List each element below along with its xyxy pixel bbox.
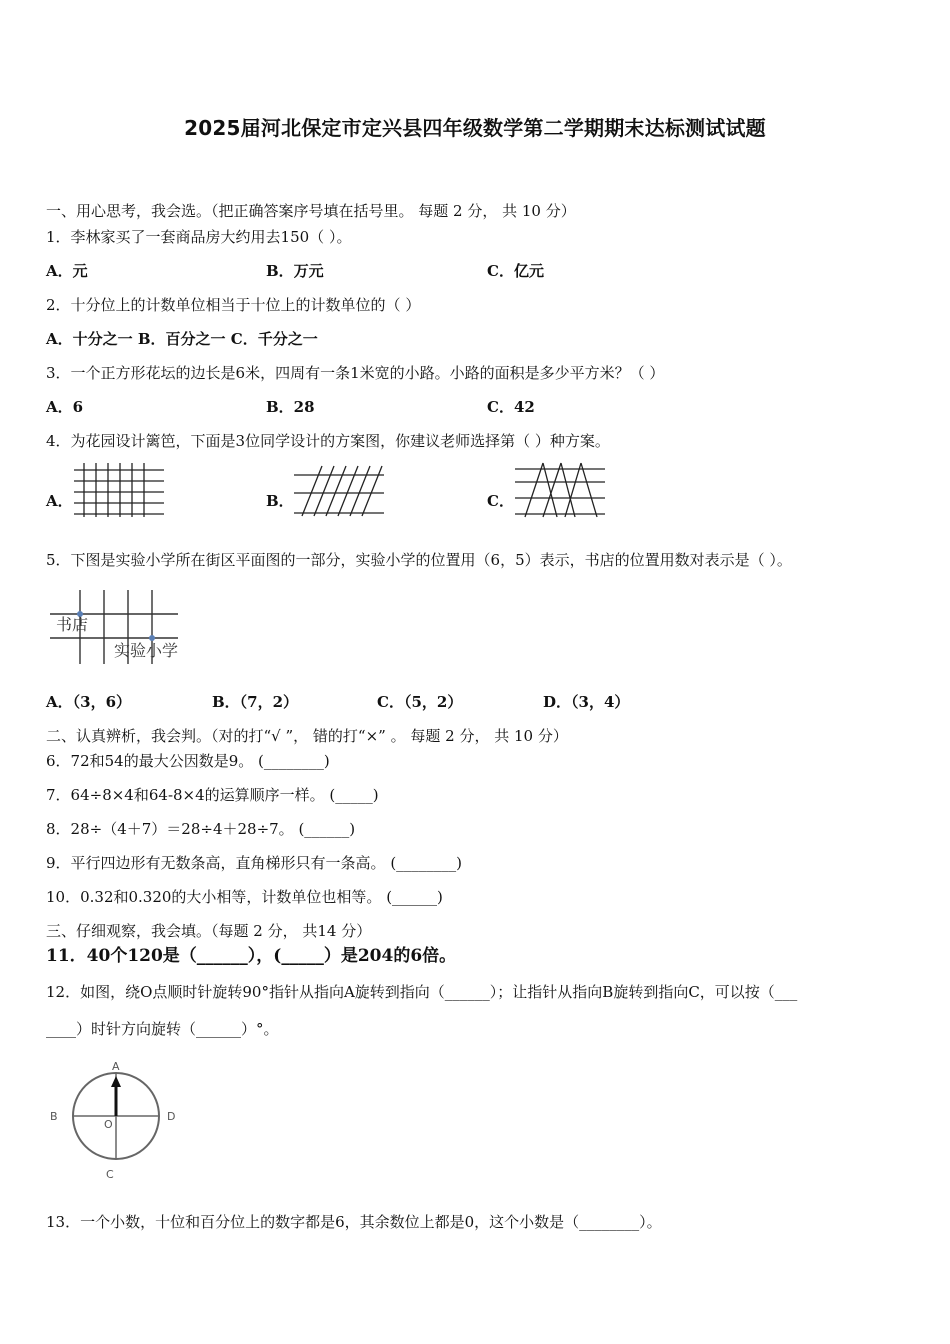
section2-heading: 二、认真辨析，我会判。（对的打“√ ”， 错的打“×” 。 每题 2 分， 共 10 分）: [46, 727, 568, 745]
q2-options: A．十分之一 B．百分之一 C．千分之一: [46, 330, 318, 348]
map-label-store: 书店: [56, 615, 89, 634]
q5-stem: 5．下图是实验小学所在街区平面图的一部分，实验小学的位置用（6，5）表示，书店的位置用数对表示是（ ）。: [46, 551, 792, 569]
dial-figure: [46, 1056, 186, 1184]
q8: 8．28÷（4＋7）＝28÷4＋28÷7。 (______): [46, 820, 356, 838]
fence-c-figure: [513, 460, 607, 518]
q3-stem: 3．一个正方形花坛的边长是6米，四周有一条1米宽的小路。小路的面积是多少平方米？（ ）: [46, 364, 665, 382]
section1-heading: 一、用心思考，我会选。（把正确答案序号填在括号里。 每题 2 分， 共 10 分）: [46, 202, 576, 220]
q6: 6．72和54的最大公因数是9。 (________): [46, 752, 330, 770]
dial-label-a: A: [112, 1060, 120, 1073]
q1-option-b: B．万元: [266, 262, 324, 280]
q10: 10．0.32和0.320的大小相等，计数单位也相等。 (______): [46, 888, 443, 906]
q4-option-c: C．: [487, 492, 514, 510]
pointer-arrowhead: [111, 1076, 121, 1087]
q2-stem: 2．十分位上的计数单位相当于十位上的计数单位的（ ）: [46, 296, 421, 314]
q11: 11．40个120是（______），(_____）是204的6倍。: [46, 946, 457, 966]
q9: 9．平行四边形有无数条高，直角梯形只有一条高。 (________): [46, 854, 463, 872]
dial-label-b: B: [50, 1110, 58, 1123]
q1-stem: 1．李林家买了一套商品房大约用去150（ ）。: [46, 228, 352, 246]
q3-option-c: C．42: [487, 398, 535, 416]
q5-option-a: A．（3，6）: [46, 693, 132, 711]
q1-option-c: C．亿元: [487, 262, 544, 280]
q7: 7．64÷8×4和64-8×4的运算顺序一样。 (_____): [46, 786, 379, 804]
q1-option-a: A．元: [46, 262, 88, 280]
dial-label-o: O: [104, 1118, 113, 1131]
q5-option-c: C．（5，2）: [377, 693, 463, 711]
map-label-school: 实验小学: [114, 641, 179, 660]
q12-line1: 12．如图，绕O点顺时针旋转90°指针从指向A旋转到指向（______）；让指针从指向B旋转到指向C，可以按（___: [46, 983, 798, 1001]
q3-option-a: A．6: [46, 398, 84, 416]
page-title: 2025届河北保定市定兴县四年级数学第二学期期末达标测试试题: [184, 116, 766, 140]
q4-option-a: A．: [46, 492, 73, 510]
street-map-figure: [50, 588, 192, 666]
dial-label-c: C: [106, 1168, 114, 1181]
q4-stem: 4．为花园设计篱笆，下面是3位同学设计的方案图，你建议老师选择第（ ）种方案。: [46, 432, 610, 450]
q3-option-b: B．28: [266, 398, 315, 416]
q5-option-b: B．（7，2）: [212, 693, 299, 711]
q4-option-b: B．: [266, 492, 294, 510]
q5-option-d: D．（3，4）: [543, 693, 630, 711]
fence-a-figure: [72, 460, 166, 518]
q13: 13．一个小数，十位和百分位上的数字都是6，其余数位上都是0，这个小数是（________）。: [46, 1213, 662, 1231]
q12-line2: ____）时针方向旋转（______）°。: [46, 1020, 279, 1038]
fence-b-figure: [292, 462, 386, 518]
section3-heading: 三、仔细观察，我会填。（每题 2 分， 共14 分）: [46, 922, 372, 940]
dial-label-d: D: [167, 1110, 176, 1123]
